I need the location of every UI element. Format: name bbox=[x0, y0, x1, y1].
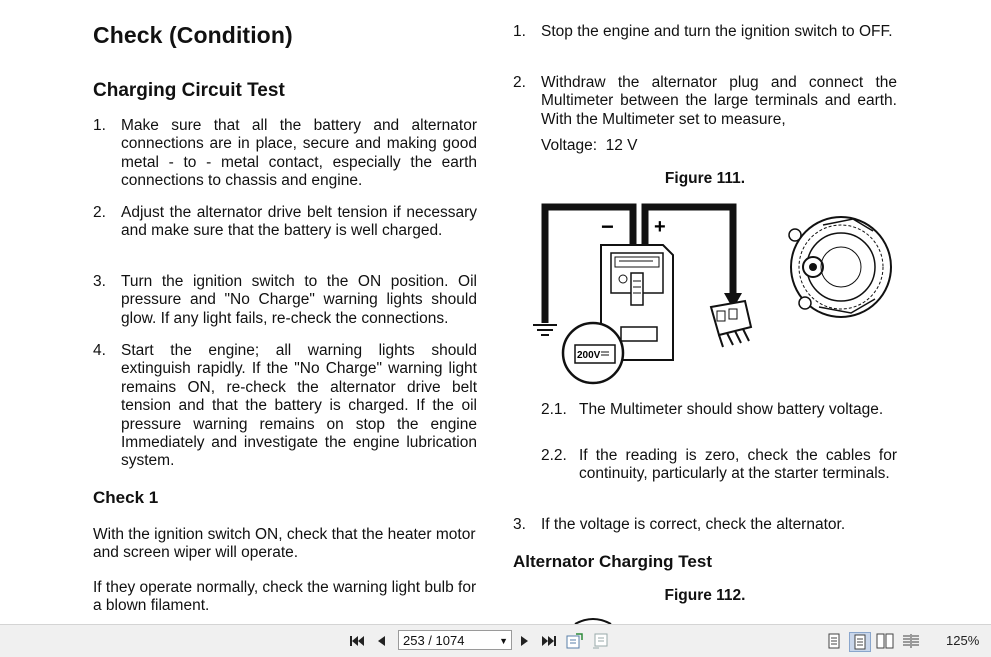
figure-111-diagram bbox=[523, 195, 903, 390]
sub-list-item: 2.2. If the reading is zero, check the cables for continuity, particularly at the starter terminals. bbox=[541, 447, 897, 483]
single-page-view-button[interactable] bbox=[826, 632, 842, 650]
paragraph: With the ignition switch ON, check that the heater motor and screen wiper will operate. bbox=[93, 526, 476, 562]
list-item: 2. Withdraw the alternator plug and connect the Multimeter between the large terminals and earth. With the Multimeter set to measure, bbox=[513, 74, 897, 128]
figure-caption: Figure 111. bbox=[664, 170, 746, 187]
last-page-button[interactable] bbox=[541, 632, 557, 650]
page-title: Check (Condition) bbox=[93, 22, 293, 48]
alternator-icon bbox=[789, 217, 891, 317]
next-page-button[interactable] bbox=[518, 632, 532, 650]
check-heading: Check 1 bbox=[93, 488, 159, 507]
facing-view-button[interactable] bbox=[875, 632, 895, 650]
figure-112-top bbox=[573, 614, 613, 624]
prev-page-button[interactable] bbox=[374, 632, 388, 650]
facing-page-icon bbox=[876, 633, 894, 649]
paragraph: If they operate normally, check the warning light bulb for a blown filament. bbox=[93, 579, 477, 615]
continuous-page-icon bbox=[853, 634, 867, 650]
list-item: 3. If the voltage is correct, check the alternator. bbox=[513, 516, 846, 533]
sub-list-item: 2.1. The Multimeter should show battery voltage. bbox=[541, 401, 884, 418]
first-page-button[interactable] bbox=[349, 632, 365, 650]
previous-view-icon bbox=[566, 633, 584, 649]
earth-symbol bbox=[533, 325, 557, 335]
section-heading: Alternator Charging Test bbox=[513, 552, 712, 571]
figure-caption: Figure 112. bbox=[664, 587, 746, 604]
page-number-select[interactable]: 253 / 1074 ▼ bbox=[398, 630, 512, 650]
section-heading: Charging Circuit Test bbox=[93, 80, 285, 101]
range-magnifier bbox=[563, 323, 623, 383]
list-item: 3. Turn the ignition switch to the ON position. Oil pressure and "No Charge" warning lights should glow. If any light fails, re-check the connections. bbox=[93, 273, 477, 327]
first-page-icon bbox=[350, 635, 364, 647]
continuous-facing-icon bbox=[902, 633, 920, 649]
continuous-facing-view-button[interactable] bbox=[901, 632, 921, 650]
single-page-icon bbox=[828, 633, 840, 649]
next-view-button[interactable] bbox=[592, 632, 610, 650]
list-item: 1. Stop the engine and turn the ignition switch to OFF. bbox=[513, 23, 893, 40]
viewer-toolbar bbox=[0, 624, 991, 657]
previous-view-button[interactable] bbox=[566, 632, 584, 650]
zoom-level[interactable]: 125% bbox=[946, 633, 980, 648]
chevron-down-icon: ▼ bbox=[499, 636, 508, 646]
next-page-icon bbox=[520, 635, 530, 647]
next-view-icon bbox=[592, 633, 610, 649]
voltage-text: Voltage: 12 V bbox=[541, 137, 638, 154]
list-item: 2. Adjust the alternator drive belt tension if necessary and make sure that the battery is well charged. bbox=[93, 204, 477, 240]
list-item: 4. Start the engine; all warning lights should extinguish rapidly. If the "No Charge" warning light remains ON, re-check the alternator drive belt tension and that the battery is charged. If the oil pressure warning remains on stop the engine Immediately and investigate the engine lubrication system. bbox=[93, 342, 477, 470]
alternator-plug-icon bbox=[711, 301, 751, 347]
list-item: 1. Make sure that all the battery and alternator connections are in place, secure and making good metal - to - metal contact, especially the earth connections to chassis and engine. bbox=[93, 117, 477, 190]
range-label: 200V bbox=[577, 350, 601, 361]
plus-sign: + bbox=[654, 216, 666, 238]
continuous-view-button[interactable] bbox=[849, 632, 871, 652]
minus-sign: − bbox=[601, 214, 614, 239]
last-page-icon bbox=[542, 635, 556, 647]
prev-page-icon bbox=[376, 635, 386, 647]
